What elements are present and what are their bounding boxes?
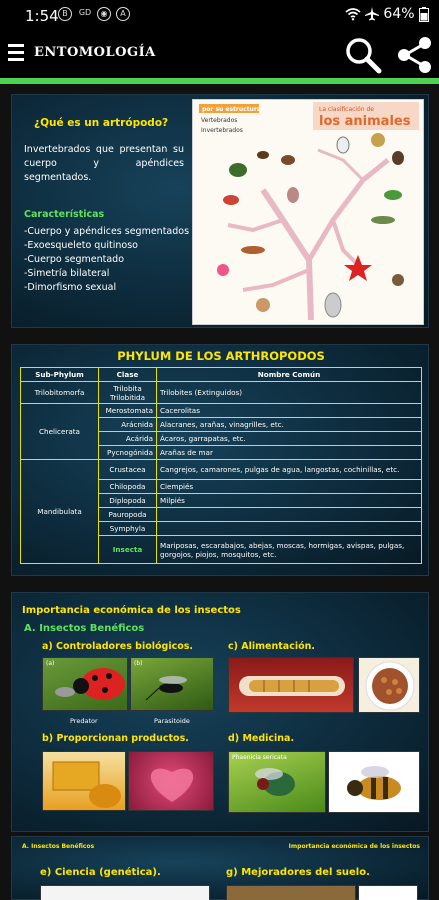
green-fly-illustration: [229, 752, 326, 813]
subphylum-trilobitomorfa: Trilobitomorfa: [21, 382, 99, 404]
slide-phylum-table: [11, 344, 429, 576]
list-item: -Dimorfismo sexual: [24, 282, 117, 293]
comun-cell: Cangrejos, camarones, pulgas de agua, langostas, cochinillas, etc.: [157, 460, 422, 480]
header-subphylum: Sub-Phylum: [21, 368, 99, 382]
comun-cell: Trilobites (Extinguidos): [157, 382, 422, 404]
photo-tag-b: (b): [134, 660, 143, 667]
notification-gd-icon: GD: [78, 8, 92, 17]
comun-cell: [157, 522, 422, 536]
list-item: -Cuerpo y apéndices segmentados: [24, 226, 190, 237]
share-icon[interactable]: [396, 36, 434, 74]
notification-circle-icon: ◉: [97, 7, 111, 21]
caption-products: b) Proporcionan productos.: [42, 733, 189, 744]
slide-insectos-beneficos-2: [11, 836, 429, 900]
soil-photo: [226, 885, 356, 900]
caption-biological-control: a) Controladores biológicos.: [42, 641, 194, 652]
caption-science: e) Ciencia (genética).: [40, 867, 161, 878]
title-small-label: La clasificación de: [319, 106, 374, 113]
app-bar: [0, 30, 439, 78]
slide4-header-right: Importancia económica de los insectos: [288, 843, 420, 850]
silk-photo: [128, 751, 214, 811]
parasitoid-photo: [130, 657, 214, 711]
clase-cell-insecta: Insecta: [99, 536, 157, 564]
caption-medicine: d) Medicina.: [228, 733, 295, 744]
status-right-group: [345, 6, 429, 24]
classification-tree-illustration: [193, 100, 423, 324]
science-photo: [40, 885, 210, 900]
phylum-title: PHYLUM DE LOS ARTHROPODOS: [117, 349, 325, 363]
slide-que-es-artropodo: [11, 94, 429, 328]
dish-illustration: [359, 658, 420, 713]
clase-cell: Pauropoda: [99, 508, 157, 522]
larvae-mouth-photo: [228, 657, 354, 713]
invertebrados-label: Invertebrados: [201, 127, 243, 134]
phaenicia-label: Phaenicia sericata: [232, 754, 287, 761]
comun-cell: [157, 508, 422, 522]
slide4-header-left: A. Insectos Benéficos: [22, 843, 95, 850]
soil-photo-2: [358, 885, 418, 900]
bee-illustration: [329, 752, 420, 813]
caption-food: c) Alimentación.: [228, 641, 315, 652]
header-clase: Clase: [99, 368, 157, 382]
phylum-table: [20, 367, 422, 564]
comun-cell: Arañas de mar: [157, 446, 422, 460]
comun-cell: Ácaros, garrapatas, etc.: [157, 432, 422, 446]
title-big-label: los animales: [319, 114, 411, 129]
list-item: -Simetría bilateral: [24, 268, 110, 279]
battery-percent: 64%: [383, 6, 415, 22]
insect-dish-photo: [358, 657, 420, 713]
clase-cell: Trilobita Trilobitida: [99, 382, 157, 404]
content-scroll[interactable]: [0, 84, 439, 900]
comun-cell: Ciempiés: [157, 480, 422, 494]
comun-cell: Mariposas, escarabajos, abejas, moscas, hormigas, avispas, pulgas, gorgojos, piojos, mosquitos, etc.: [157, 536, 422, 564]
clase-cell: Merostomata: [99, 404, 157, 418]
photo-tag-a: (a): [46, 660, 55, 667]
animal-classification-image: [192, 99, 424, 325]
notification-b-icon: B: [58, 7, 72, 21]
importance-title: Importancia económica de los insectos: [22, 605, 241, 616]
menu-icon[interactable]: [8, 44, 24, 64]
silk-heart-illustration: [129, 752, 214, 811]
header-left-label: por su estructura: [202, 106, 261, 113]
characteristics-title: Características: [24, 209, 105, 220]
comun-cell: Milpiés: [157, 494, 422, 508]
larvae-illustration: [229, 658, 354, 713]
table-header-row: [21, 368, 422, 382]
table-row: [21, 382, 422, 404]
clase-cell: Crustacea: [99, 460, 157, 480]
honey-photo: [42, 751, 126, 811]
beneficial-subtitle: A. Insectos Benéficos: [24, 623, 145, 634]
clase-cell: Acárida: [99, 432, 157, 446]
ladybug-photo: [42, 657, 128, 711]
slide-question: ¿Qué es un artrópodo?: [34, 117, 169, 129]
comun-cell: Cacerolitas: [157, 404, 422, 418]
fly-photo: [228, 751, 326, 813]
table-row: [21, 404, 422, 418]
list-item: -Exoesqueleto quitinoso: [24, 240, 138, 251]
clase-cell: Symphyla: [99, 522, 157, 536]
wasp-illustration: [131, 658, 214, 711]
predator-label: Predator: [70, 717, 98, 725]
characteristics-list: [24, 225, 189, 295]
bee-photo: [328, 751, 420, 813]
header-nombre-comun: Nombre Común: [157, 368, 422, 382]
wifi-icon: [345, 7, 361, 21]
clase-cell: Chilopoda: [99, 480, 157, 494]
clase-cell: Diplopoda: [99, 494, 157, 508]
airplane-mode-icon: [365, 7, 379, 21]
app-title: ENTOMOLOGÍA: [34, 45, 156, 60]
battery-icon: [419, 7, 429, 22]
table-row: [21, 460, 422, 480]
status-time: 1:54: [25, 7, 59, 25]
slide-importancia-economica: [11, 592, 429, 832]
notification-a-icon: A: [116, 7, 130, 21]
clase-cell: Pycnogónida: [99, 446, 157, 460]
caption-soil: g) Mejoradores del suelo.: [226, 867, 370, 878]
vertebrados-label: Vertebrados: [201, 117, 238, 124]
arthropod-definition: Invertebrados que presentan su cuerpo y apéndices segmentados.: [24, 144, 184, 183]
status-bar: [0, 0, 439, 30]
clase-cell: Arácnida: [99, 418, 157, 432]
list-item: -Cuerpo segmentado: [24, 254, 125, 265]
honeycomb-illustration: [43, 752, 126, 811]
subphylum-chelicerata: Chelicerata: [21, 404, 99, 460]
subphylum-mandibulata: Mandibulata: [21, 460, 99, 564]
parasitoid-label: Parasitoide: [154, 717, 190, 725]
comun-cell: Alacranes, arañas, vinagrilles, etc.: [157, 418, 422, 432]
ladybug-illustration: [43, 658, 128, 711]
search-icon[interactable]: [344, 36, 382, 74]
